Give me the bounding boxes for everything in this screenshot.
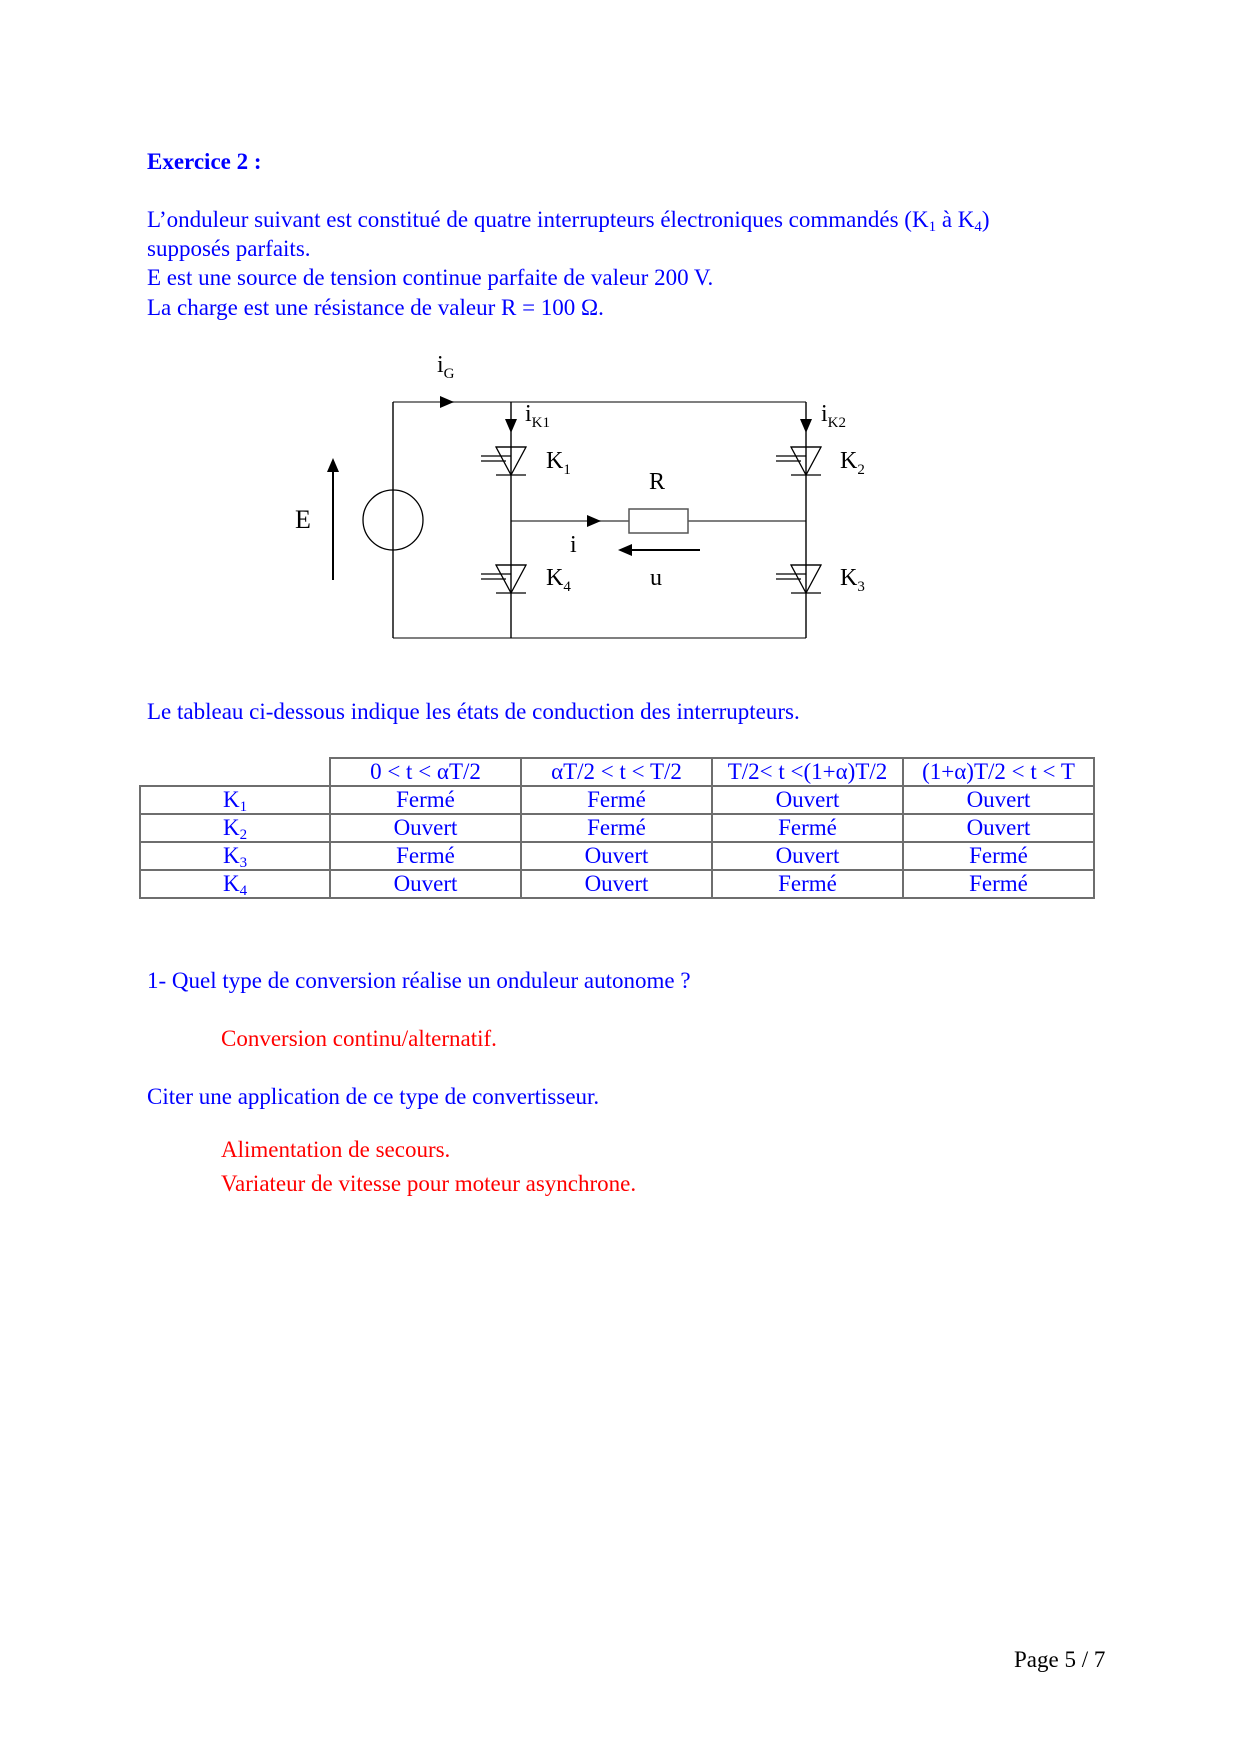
table-header-cell: 0 < t < αT/2 — [330, 758, 521, 786]
table-row — [140, 786, 1094, 814]
answer-1: Conversion continu/alternatif. — [221, 1026, 497, 1051]
intro-line-3: E est une source de tension continue parfaite de valeur 200 V. — [147, 265, 714, 290]
subscript: 4 — [974, 219, 982, 235]
page-number: Page 5 / 7 — [1014, 1647, 1106, 1672]
k4-label: $K_4$ — [546, 565, 571, 595]
switch-k4-icon — [481, 565, 526, 593]
resistor-label: R — [649, 469, 666, 495]
table-row — [140, 842, 1094, 870]
state-cell: Fermé — [521, 814, 712, 842]
state-cell: Fermé — [521, 786, 712, 814]
ik1-label: $i_{K1}$ — [525, 401, 551, 431]
state-cell: Fermé — [903, 842, 1094, 870]
switch-k2-icon — [776, 447, 821, 475]
state-cell: Fermé — [712, 870, 903, 898]
state-cell: Ouvert — [712, 842, 903, 870]
intro-line-2: supposés parfaits. — [147, 236, 311, 261]
state-cell: Ouvert — [330, 814, 521, 842]
conduction-states-table — [139, 757, 1095, 899]
state-cell: Ouvert — [330, 870, 521, 898]
k1-label: $K_1$ — [546, 448, 571, 478]
table-intro: Le tableau ci-dessous indique les états de conduction des interrupteurs. — [147, 699, 800, 724]
source-label: E — [295, 505, 311, 534]
state-cell: Ouvert — [521, 870, 712, 898]
answer-2a: Alimentation de secours. — [221, 1137, 451, 1162]
state-cell: Ouvert — [712, 786, 903, 814]
current-arrow-icon — [440, 396, 454, 408]
resistor-icon — [629, 509, 688, 533]
k2-label: $K_2$ — [840, 448, 865, 478]
table-header-cell: (1+α)T/2 < t < T — [903, 758, 1094, 786]
table-header-cell: αT/2 < t < T/2 — [521, 758, 712, 786]
load-voltage-label: u — [650, 565, 662, 591]
intro-text: ) — [981, 207, 990, 232]
state-cell: Ouvert — [521, 842, 712, 870]
question-2: Citer une application de ce type de convertisseur. — [147, 1084, 600, 1109]
current-arrow-icon — [587, 515, 601, 527]
subscript: 1 — [928, 219, 937, 235]
switch-name-cell: $K_2$ — [140, 814, 330, 842]
exercise-title: Exercice 2 : — [147, 149, 262, 174]
intro-text: L’onduleur suivant est constitué de quatre interrupteurs électroniques commandés (K — [147, 207, 929, 232]
question-1: 1- Quel type de conversion réalise un onduleur autonome ? — [147, 968, 691, 993]
state-cell: Fermé — [330, 842, 521, 870]
load-current-label: i — [570, 532, 577, 558]
switch-name-cell: $K_1$ — [140, 786, 330, 814]
ig-label: $i_G$ — [437, 352, 455, 382]
table-row — [140, 870, 1094, 898]
table-header-row — [140, 758, 1094, 786]
switch-k1-icon — [481, 447, 526, 475]
intro-text: à K — [936, 207, 975, 232]
circuit-wires — [393, 402, 806, 638]
table-row — [140, 814, 1094, 842]
state-cell: Ouvert — [903, 786, 1094, 814]
table-header-cell: T/2< t <(1+α)T/2 — [712, 758, 903, 786]
switch-name-cell: $K_3$ — [140, 842, 330, 870]
ik2-label: $i_{K2}$ — [821, 401, 847, 431]
table-corner-cell — [140, 758, 330, 786]
state-cell: Ouvert — [903, 814, 1094, 842]
state-cell: Fermé — [712, 814, 903, 842]
state-cell: Fermé — [330, 786, 521, 814]
switch-name-cell: $K_4$ — [140, 870, 330, 898]
intro-line-4: La charge est une résistance de valeur R = 100 Ω. — [147, 295, 604, 320]
k3-label: $K_3$ — [840, 565, 865, 595]
state-cell: Fermé — [903, 870, 1094, 898]
inverter-circuit-diagram — [0, 0, 1240, 700]
current-arrow-icon — [800, 419, 812, 433]
answer-2b: Variateur de vitesse pour moteur asynchrone. — [221, 1171, 637, 1196]
current-arrow-icon — [505, 419, 517, 433]
switch-k3-icon — [776, 565, 821, 593]
